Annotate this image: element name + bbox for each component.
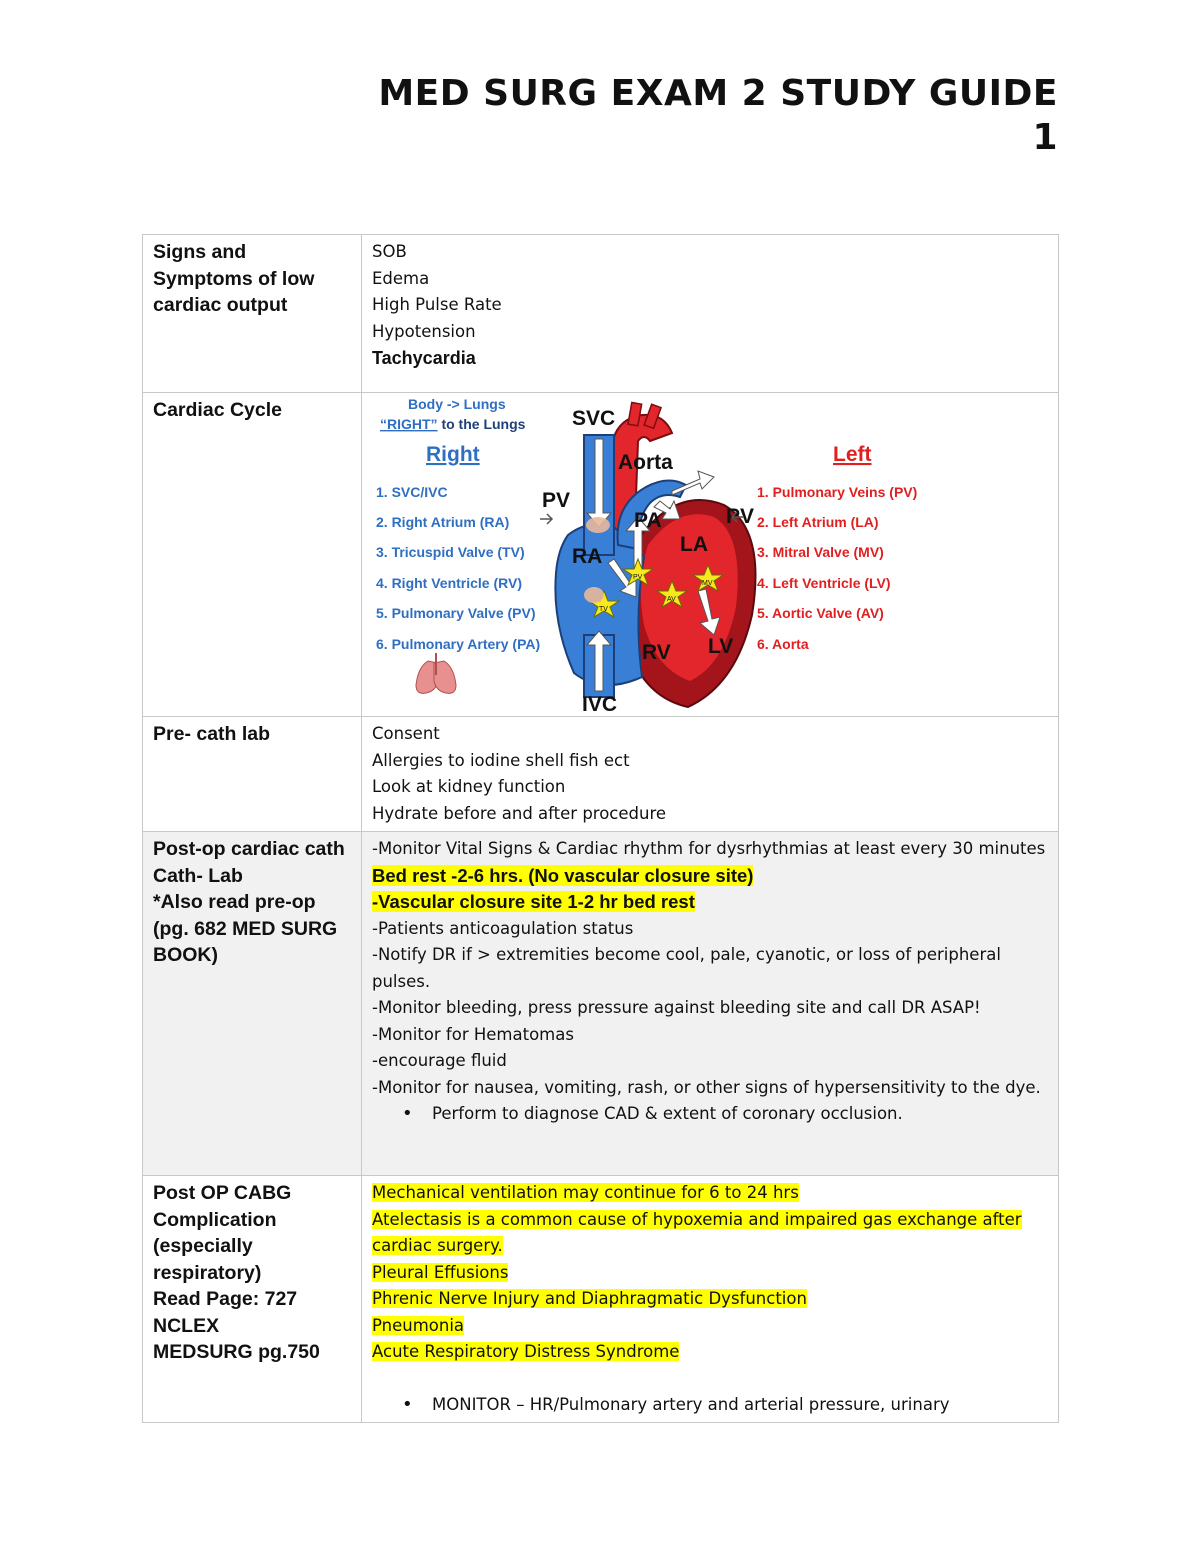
- row-label: [143, 393, 362, 717]
- label-line: (pg. 682 MED SURG: [153, 917, 338, 940]
- highlighted-item: Mechanical ventilation may continue for 6 to 24 hrs: [372, 1183, 799, 1202]
- document-title: [378, 72, 1058, 160]
- label-av: AV: [667, 596, 676, 603]
- row-post-op-cabg: [143, 1176, 1059, 1423]
- row-label: [143, 1176, 362, 1423]
- label-line: NCLEX: [153, 1314, 220, 1337]
- list-item: -Patients anticoagulation status: [372, 918, 634, 938]
- label-line: Post-op cardiac cath: [153, 838, 345, 860]
- label-line: Post OP CABG: [153, 1182, 292, 1204]
- label-line: MEDSURG pg.750: [153, 1341, 320, 1363]
- label-pv-right: PV: [726, 505, 755, 528]
- label-line: Cardiac Cycle: [153, 399, 282, 421]
- list-item: Edema: [372, 268, 430, 288]
- label-rv: RV: [642, 641, 671, 664]
- list-item: -Monitor bleeding, press pressure against bleeding site and call DR ASAP!: [372, 998, 981, 1017]
- label-aorta: Aorta: [618, 451, 673, 474]
- highlighted-item: Atelectasis is a common cause of hypoxemia and impaired gas exchange after cardiac surgery.: [372, 1209, 1022, 1255]
- right-title: Right: [426, 443, 480, 466]
- label-line: Complication: [153, 1208, 277, 1231]
- label-pa: PA: [634, 509, 662, 532]
- list-item: Hydrate before and after procedure: [372, 803, 667, 823]
- highlighted-item: Acute Respiratory Distress Syndrome: [372, 1342, 680, 1361]
- row-post-op-cardiac-cath: [143, 832, 1059, 1176]
- right-step: 1. SVC/IVC: [376, 484, 448, 500]
- heart-diagram: [372, 395, 948, 713]
- list-item: -Monitor for Hematomas: [372, 1024, 574, 1044]
- left-step: 4. Left Ventricle (LV): [757, 575, 891, 591]
- bullet-item: • Perform to diagnose CAD & extent of coronary occlusion.: [432, 1101, 1050, 1128]
- list-item: -Monitor Vital Signs & Cardiac rhythm for dysrhythmias at least every 30 minutes: [372, 839, 1046, 858]
- highlighted-item: Bed rest -2-6 hrs. (No vascular closure site): [372, 864, 754, 886]
- right-step: 3. Tricuspid Valve (TV): [376, 544, 525, 560]
- label-lv: LV: [708, 635, 734, 658]
- row-cardiac-cycle: [143, 393, 1059, 717]
- list-item: -encourage fluid: [372, 1051, 507, 1070]
- bullet-list: [372, 1101, 1050, 1128]
- row-label: [143, 832, 362, 1176]
- label-line: BOOK): [153, 944, 218, 966]
- row-content: [362, 832, 1059, 1176]
- list-item: -Notify DR if > extremities become cool, pale, cyanotic, or loss of peripheral pulses.: [372, 945, 1001, 991]
- lungs-icon: [416, 653, 456, 693]
- label-pv-left: PV: [542, 489, 571, 512]
- left-step: 6. Aorta: [757, 636, 809, 652]
- label-line: Pre- cath lab: [153, 723, 271, 745]
- title-page-number: 1: [1032, 117, 1058, 158]
- label-line: *Also read pre-op: [153, 891, 316, 913]
- label-line: respiratory): [153, 1261, 262, 1284]
- left-step: 2. Left Atrium (LA): [757, 514, 879, 530]
- label-line: Read Page: 727: [153, 1288, 298, 1310]
- heart-diagram-svg: [372, 395, 948, 713]
- list-item: Look at kidney function: [372, 777, 566, 796]
- study-guide-table: [142, 234, 1059, 1423]
- list-item: Hypotension: [372, 321, 476, 341]
- row-content: [362, 1176, 1059, 1423]
- label-ivc: IVC: [582, 693, 618, 713]
- left-step: 3. Mitral Valve (MV): [757, 544, 884, 560]
- row-content: [362, 393, 1059, 717]
- right-step: 6. Pulmonary Artery (PA): [376, 636, 541, 652]
- title-line-1: MED SURG EXAM 2 STUDY GUIDE: [378, 73, 1058, 114]
- bullet-list: [372, 1392, 1050, 1419]
- diagram-header-2-rest: to the Lungs: [437, 416, 526, 432]
- diagram-header-2: [380, 416, 526, 432]
- label-line: Symptoms of low: [153, 267, 315, 290]
- row-content: [362, 235, 1059, 393]
- label-line: Signs and: [153, 241, 247, 263]
- label-tv: TV: [599, 606, 608, 613]
- list-item: -Monitor for nausea, vomiting, rash, or other signs of hypersensitivity to the dye.: [372, 1077, 1041, 1097]
- highlighted-item: Phrenic Nerve Injury and Diaphragmatic Dysfunction: [372, 1289, 807, 1308]
- list-item: Allergies to iodine shell fish ect: [372, 750, 630, 770]
- row-content: [362, 717, 1059, 832]
- diagram-header-2-quote: “RIGHT”: [380, 416, 438, 432]
- right-step: 4. Right Ventricle (RV): [376, 575, 522, 591]
- row-label: [143, 717, 362, 832]
- label-mv: MV: [702, 580, 713, 587]
- label-line: (especially: [153, 1235, 253, 1257]
- row-label: [143, 235, 362, 393]
- bullet-item: • MONITOR – HR/Pulmonary artery and arterial pressure, urinary: [432, 1392, 1050, 1419]
- label-svc: SVC: [572, 407, 616, 430]
- row-pre-cath-lab: [143, 717, 1059, 832]
- list-item: SOB: [372, 242, 407, 261]
- label-la: LA: [680, 533, 708, 556]
- label-line: cardiac output: [153, 294, 288, 316]
- label-pv-star: PV: [633, 574, 643, 581]
- right-step: 2. Right Atrium (RA): [376, 514, 510, 530]
- label-line: Cath- Lab: [153, 864, 243, 887]
- left-step: 1. Pulmonary Veins (PV): [757, 484, 918, 500]
- list-item: High Pulse Rate: [372, 295, 502, 314]
- row-low-cardiac-output: [143, 235, 1059, 393]
- highlighted-item: Pleural Effusions: [372, 1262, 509, 1282]
- left-title: Left: [833, 443, 872, 466]
- highlighted-item: Pneumonia: [372, 1315, 465, 1335]
- left-step: 5. Aortic Valve (AV): [757, 605, 884, 621]
- list-item-bold: Tachycardia: [372, 348, 476, 368]
- list-item: Consent: [372, 724, 440, 743]
- label-ra: RA: [572, 545, 603, 568]
- right-step: 5. Pulmonary Valve (PV): [376, 605, 536, 621]
- diagram-header-1: Body -> Lungs: [408, 396, 506, 412]
- highlighted-item: -Vascular closure site 1-2 hr bed rest: [372, 891, 695, 912]
